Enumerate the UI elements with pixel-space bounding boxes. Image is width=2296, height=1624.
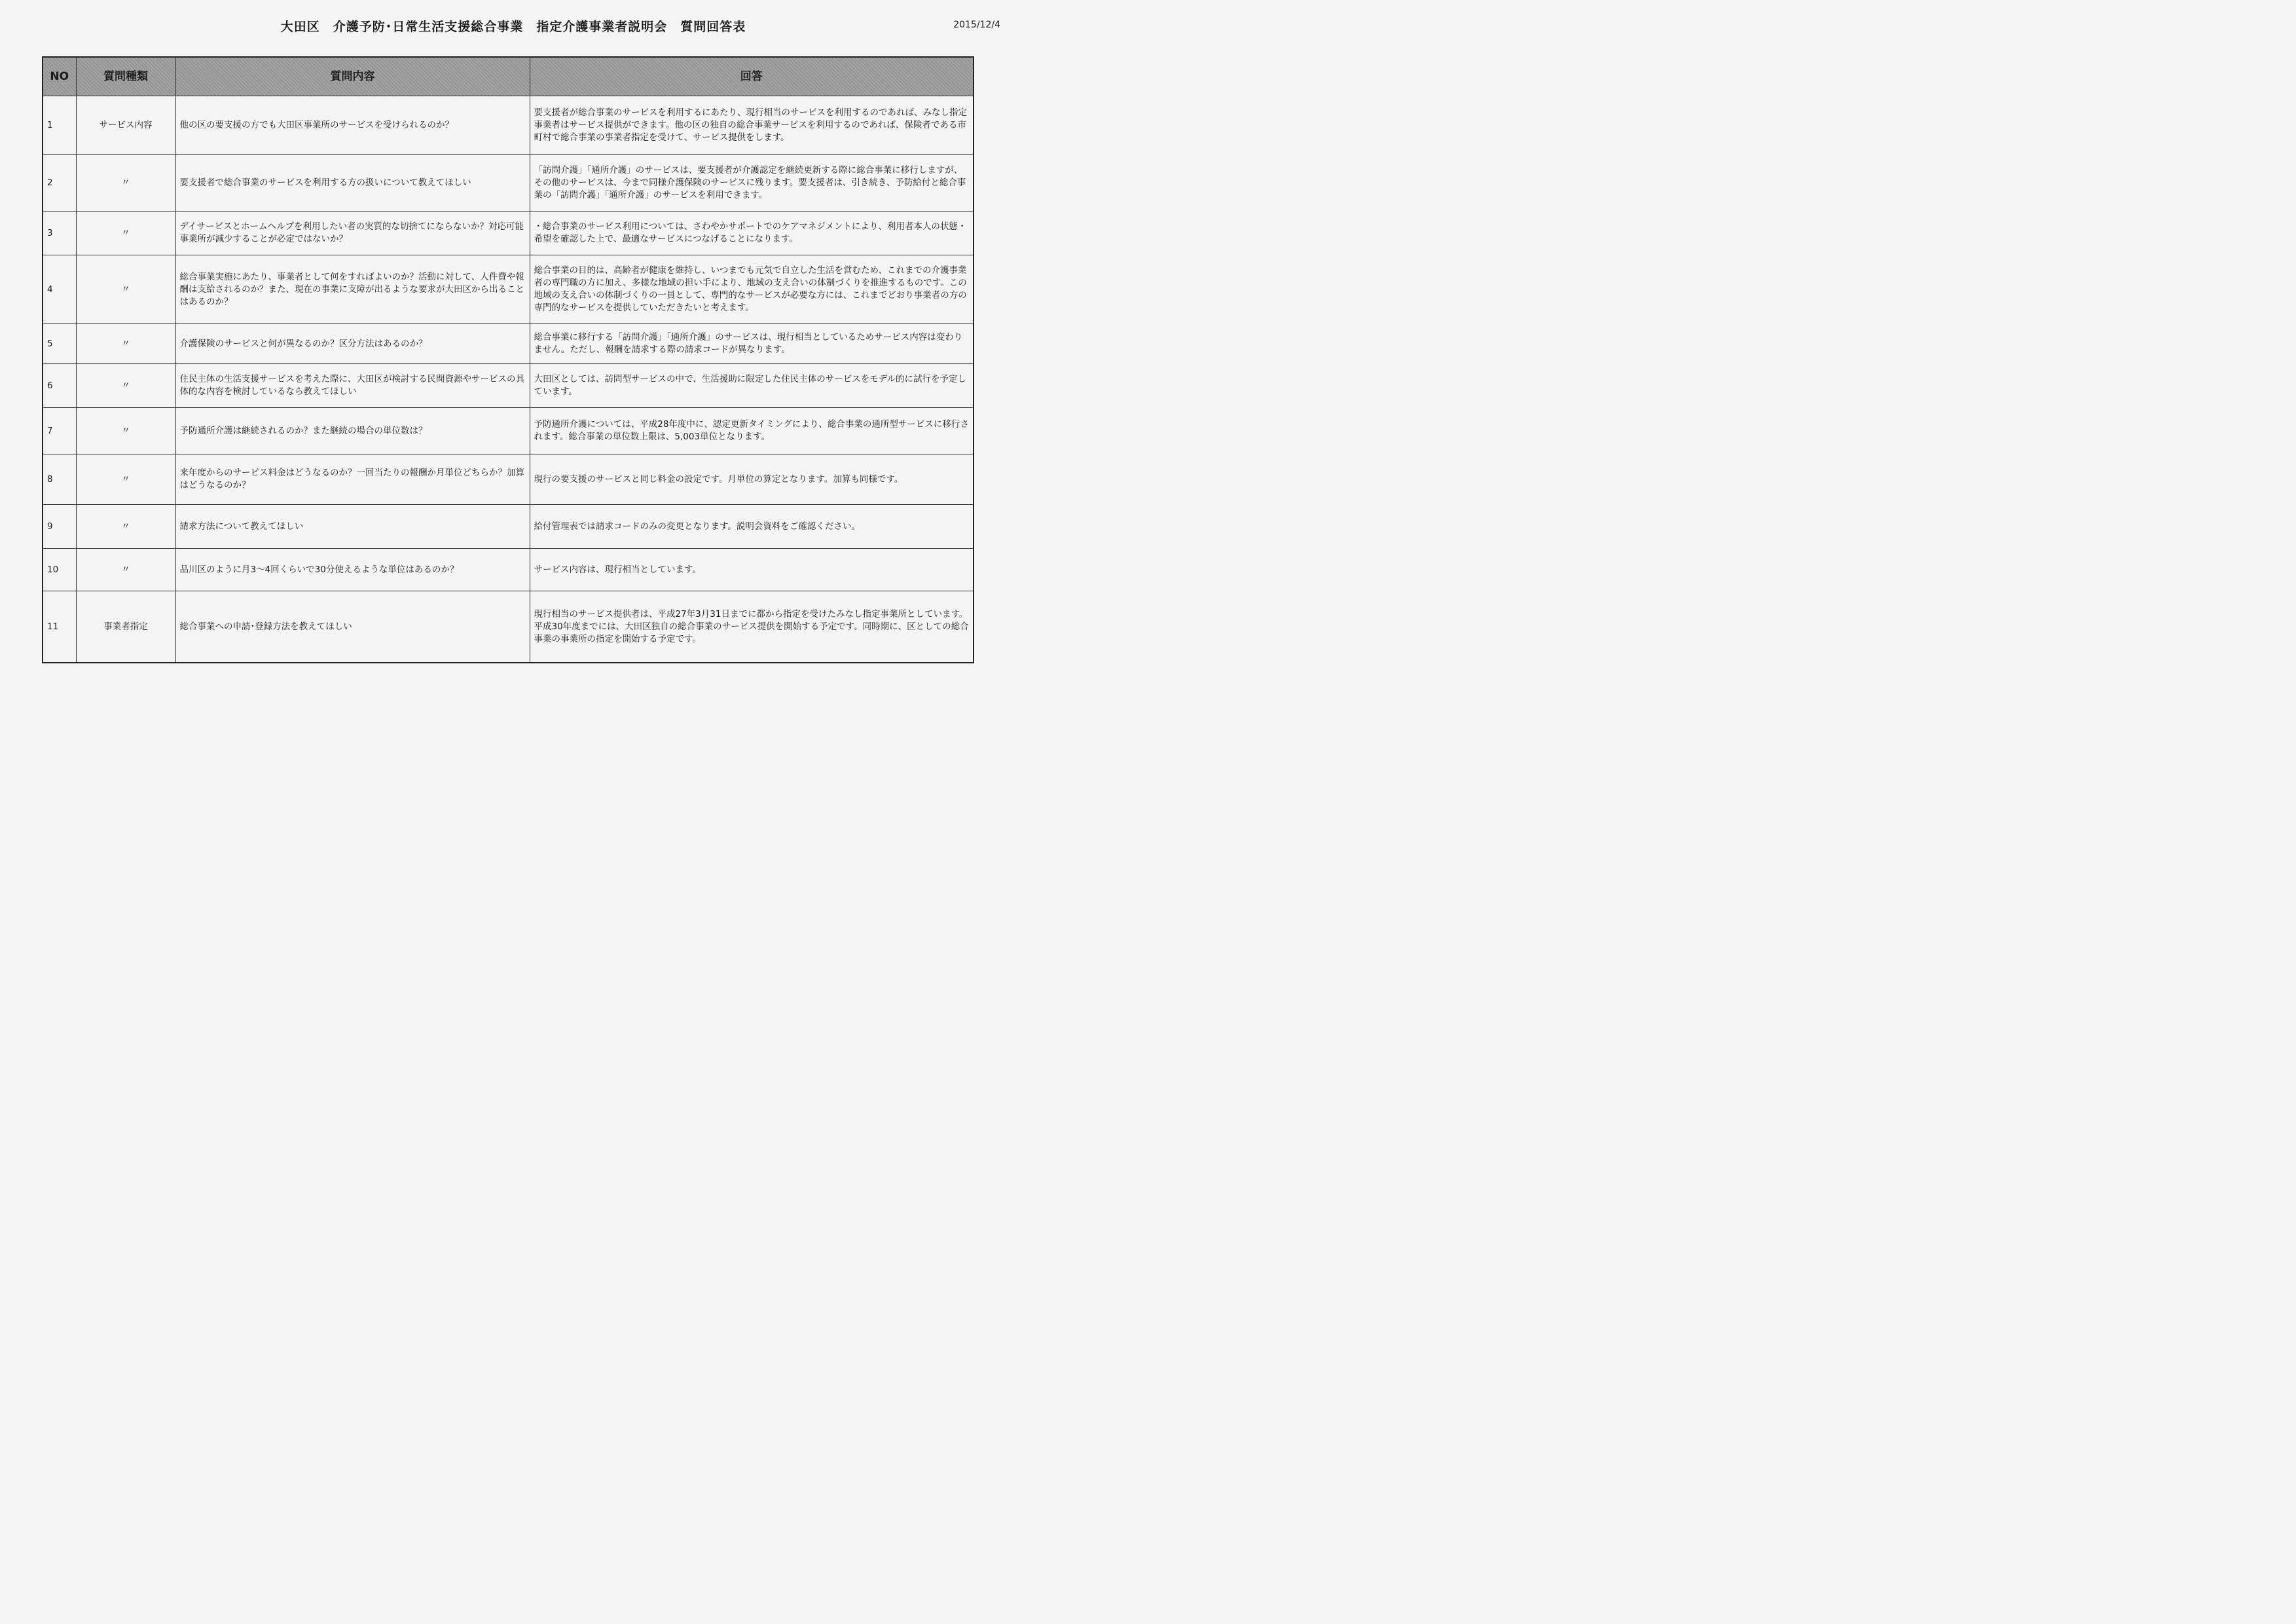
header-no: NO	[43, 57, 76, 96]
table-row	[43, 408, 974, 454]
question-type: 〃	[76, 408, 175, 454]
question-type: 〃	[76, 454, 175, 505]
table-header-row	[43, 57, 974, 96]
answer-text: ・総合事業のサービス利用については、さわやかサポートでのケアマネジメントにより、利用者本人の状態・希望を確認した上で、最適なサービスにつなげることになります。	[530, 212, 974, 255]
row-number: 8	[43, 454, 76, 505]
answer-text: 総合事業の目的は、高齢者が健康を維持し、いつまでも元気で自立した生活を営むため、これまでの介護事業者の専門職の方に加え、多様な地域の担い手により、地域の支え合いの体制づくりを推進するものです。この地域の支え合いの体制づくりの一員として、専門的なサービスが必要な方には、これまでどおり事業者の方の専門的なサービスを提供していただきたいと考えます。	[530, 255, 974, 324]
question-type: 〃	[76, 324, 175, 364]
table-row	[43, 591, 974, 663]
row-number: 11	[43, 591, 76, 663]
question-text: 住民主体の生活支援サービスを考えた際に、大田区が検討する民間資源やサービスの具体的な内容を検討しているなら教えてほしい	[175, 364, 530, 408]
question-text: 予防通所介護は継続されるのか？また継続の場合の単位数は？	[175, 408, 530, 454]
question-type: 〃	[76, 255, 175, 324]
question-type: 〃	[76, 155, 175, 212]
row-number: 3	[43, 212, 76, 255]
question-type: サービス内容	[76, 96, 175, 155]
question-text: 総合事業実施にあたり、事業者として何をすればよいのか？活動に対して、人件費や報酬は支給されるのか？また、現在の事業に支障が出るような要求が大田区から出ることはあるのか？	[175, 255, 530, 324]
question-text: 介護保険のサービスと何が異なるのか？区分方法はあるのか？	[175, 324, 530, 364]
answer-text: サービス内容は、現行相当としています。	[530, 549, 974, 591]
row-number: 1	[43, 96, 76, 155]
answer-text: 総合事業に移行する「訪問介護」「通所介護」のサービスは、現行相当としているためサービス内容は変わりません。ただし、報酬を請求する際の請求コードが異なります。	[530, 324, 974, 364]
row-number: 7	[43, 408, 76, 454]
table-row	[43, 505, 974, 549]
row-number: 4	[43, 255, 76, 324]
header-question-content: 質問内容	[175, 57, 530, 96]
question-text: 総合事業への申請･登録方法を教えてほしい	[175, 591, 530, 663]
question-type: 〃	[76, 505, 175, 549]
question-text: 要支援者で総合事業のサービスを利用する方の扱いについて教えてほしい	[175, 155, 530, 212]
question-text: 品川区のように月3～4回くらいで30分使えるような単位はあるのか？	[175, 549, 530, 591]
row-number: 2	[43, 155, 76, 212]
document-date: 2015/12/4	[953, 20, 1000, 30]
question-text: デイサービスとホームヘルプを利用したい者の実質的な切捨てにならないか？対応可能事業所が減少することが必定ではないか？	[175, 212, 530, 255]
header-question-type: 質問種類	[76, 57, 175, 96]
question-type: 〃	[76, 364, 175, 408]
answer-text: 給付管理表では請求コードのみの変更となります。説明会資料をご確認ください。	[530, 505, 974, 549]
table-row	[43, 549, 974, 591]
answer-text: 「訪問介護」「通所介護」のサービスは、要支援者が介護認定を継続更新する際に総合事業に移行しますが、その他のサービスは、今まで同様介護保険のサービスに残ります。要支援者は、引き続き、予防給付と総合事業の「訪問介護」「通所介護」のサービスを利用できます。	[530, 155, 974, 212]
answer-text: 大田区としては、訪問型サービスの中で、生活援助に限定した住民主体のサービスをモデル的に試行を予定しています。	[530, 364, 974, 408]
table-row	[43, 96, 974, 155]
row-number: 10	[43, 549, 76, 591]
table-row	[43, 255, 974, 324]
row-number: 9	[43, 505, 76, 549]
qa-table	[42, 56, 974, 663]
answer-text: 要支援者が総合事業のサービスを利用するにあたり、現行相当のサービスを利用するのであれば、みなし指定事業者はサービス提供ができます。他の区の独自の総合事業サービスを利用するのであれば、保険者である市町村で総合事業の事業者指定を受けて、サービス提供をします。	[530, 96, 974, 155]
table-row	[43, 155, 974, 212]
header-answer: 回答	[530, 57, 974, 96]
page-title: 大田区 介護予防･日常生活支援総合事業 指定介護事業者説明会 質問回答表	[280, 20, 746, 34]
table-row	[43, 454, 974, 505]
answer-text: 現行相当のサービス提供者は、平成27年3月31日までに都から指定を受けたみなし指定事業所としています。平成30年度までには、大田区独自の総合事業のサービス提供を開始する予定です。同時期に、区としての総合事業の事業所の指定を開始する予定です。	[530, 591, 974, 663]
question-text: 請求方法について教えてほしい	[175, 505, 530, 549]
question-type: 〃	[76, 549, 175, 591]
question-type: 〃	[76, 212, 175, 255]
answer-text: 予防通所介護については、平成28年度中に、認定更新タイミングにより、総合事業の通所型サービスに移行されます。総合事業の単位数上限は、5,003単位となります。	[530, 408, 974, 454]
answer-text: 現行の要支援のサービスと同じ料金の設定です。月単位の算定となります。加算も同様です。	[530, 454, 974, 505]
table-row	[43, 364, 974, 408]
question-text: 来年度からのサービス料金はどうなるのか？一回当たりの報酬か月単位どちらか？加算はどうなるのか？	[175, 454, 530, 505]
table-row	[43, 212, 974, 255]
row-number: 5	[43, 324, 76, 364]
table-row	[43, 324, 974, 364]
question-text: 他の区の要支援の方でも大田区事業所のサービスを受けられるのか？	[175, 96, 530, 155]
row-number: 6	[43, 364, 76, 408]
question-type: 事業者指定	[76, 591, 175, 663]
